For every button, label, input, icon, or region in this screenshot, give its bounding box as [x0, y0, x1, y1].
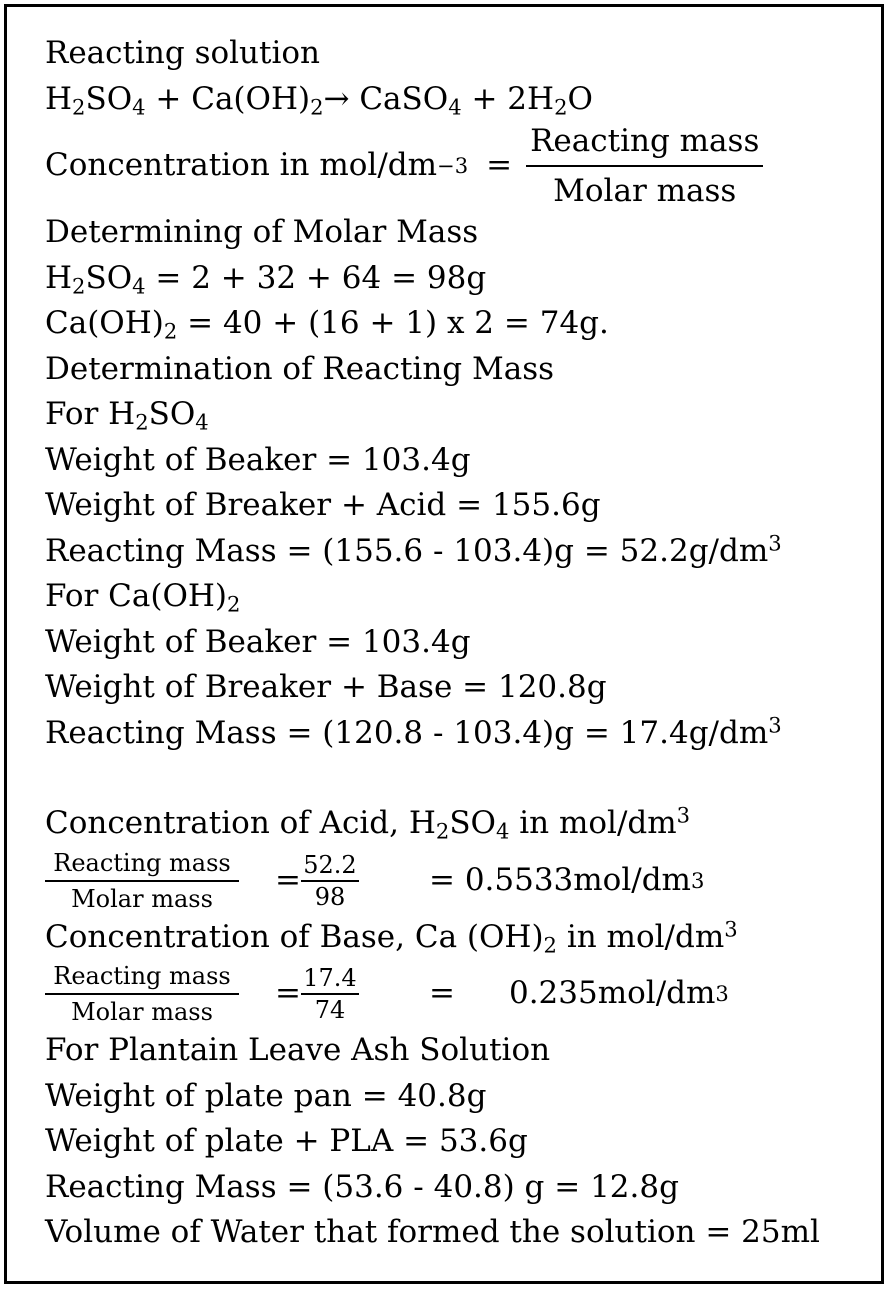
base-value-fraction: $\frac{17.4}{74}$: [301, 963, 359, 1025]
heading-reacting-mass: Determination of Reacting Mass: [45, 350, 555, 387]
heading-base-concentration: Concentration of Base, Ca $(OH)_2$ in mol/$dm^3$: [45, 915, 738, 957]
plate-pan-weight: Weight of plate pan = 40.8g: [45, 1077, 487, 1114]
base-concentration-calc: $\frac{\text{Reacting mass}}{\text{Molar mass}}$ = $\frac{17.4}{74}$ = 0.235mol/dm 3: [45, 960, 871, 1028]
blank-line: [45, 756, 871, 801]
reacting-mass-pla: Reacting Mass = (53.6 - 40.8) g = 12.8g: [45, 1168, 679, 1205]
acid-value-fraction: $\frac{52.2}{98}$: [301, 850, 359, 912]
molar-mass-acid: $H_2SO_4 = 2 + 32 + 64 = 98g$: [45, 259, 487, 298]
reaction-equation: $H_2SO_4 + Ca(OH)_2\to$ CaSO$_4$ + $2H_2O$: [45, 80, 593, 119]
calculation-text: [45, 31, 871, 1256]
beaker-weight-acid: Weight of Beaker = 103.4g: [45, 441, 471, 478]
beaker-weight-base: Weight of Beaker = 103.4g: [45, 623, 471, 660]
water-volume: Volume of Water that formed the solution = 25ml: [45, 1214, 820, 1250]
reacting-mass-acid: Reacting Mass = $(155.6 - 103.4)g = 52.2g/dm^3$: [45, 529, 782, 569]
base-formula-fraction: $\frac{\text{Reacting mass}}{\text{Molar mass}}$: [45, 961, 239, 1027]
beaker-acid-weight: Weight of Breaker + Acid = 155.6g: [45, 487, 601, 523]
acid-concentration-calc: $\frac{\text{Reacting mass}}{\text{Molar mass}}$ = $\frac{52.2}{98}$ = 0.5533mol/dm 3: [45, 847, 871, 915]
concentration-formula: Concentration in mol/dm −3 = $\frac{\text{Reacting mass}}{\text{Molar mass}}$: [45, 122, 871, 210]
heading-reacting-solution: Reacting solution: [45, 35, 321, 71]
subheading-base: For $Ca(OH)_2$: [45, 578, 241, 617]
plate-pla-weight: Weight of plate + PLA = 53.6g: [45, 1123, 528, 1159]
acid-formula-fraction: $\frac{\text{Reacting mass}}{\text{Molar mass}}$: [45, 848, 239, 914]
heading-plantain-ash: For Plantain Leave Ash Solution: [45, 1032, 551, 1068]
reacting-mass-base: Reacting Mass = $(120.8 - 103.4)g = 17.4g/dm^3$: [45, 711, 782, 751]
heading-acid-concentration: Concentration of Acid, $H_2SO_4$ in mol/$dm^3$: [45, 802, 691, 844]
subheading-acid: For $H_2SO_4$: [45, 396, 209, 435]
document-frame: [4, 4, 884, 1284]
formula-fraction: $\frac{\text{Reacting mass}}{\text{Molar mass}}$: [526, 119, 763, 213]
heading-molar-mass: Determining of Molar Mass: [45, 214, 479, 250]
beaker-base-weight: Weight of Breaker + Base = 120.8g: [45, 669, 607, 705]
molar-mass-base: $Ca(OH)_2 = 40 + (16 + 1)$ x 2 = 74g.: [45, 305, 609, 344]
